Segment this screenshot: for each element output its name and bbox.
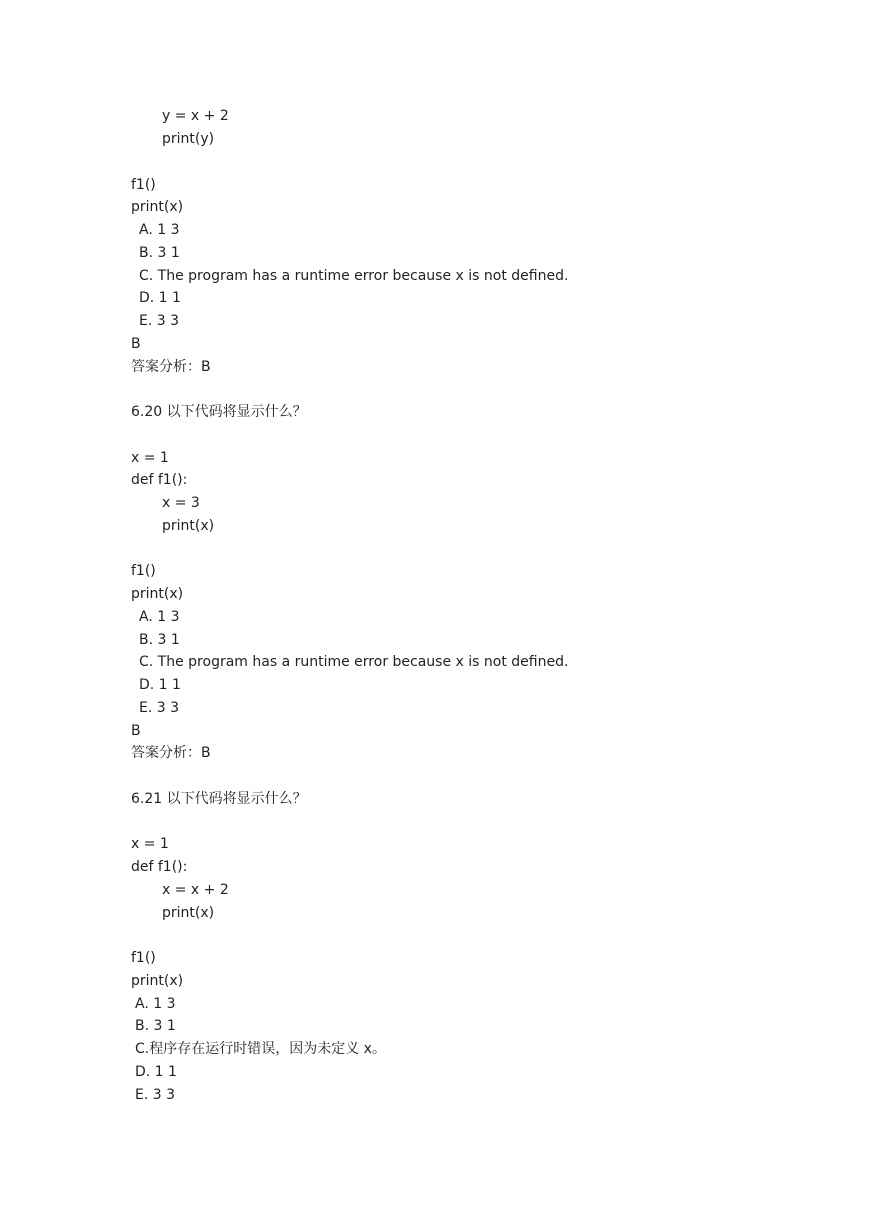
code-line: print(x) [131,586,184,602]
answer-analysis: 答案分析：B [131,359,211,375]
option-b: B. 3 1 [139,632,180,648]
option-a: A. 1 3 [139,609,180,625]
option-c: C.程序存在运行时错误，因为未定义 x。 [135,1041,386,1057]
answer: B [131,723,141,739]
code-line: x = 1 [131,836,169,852]
code-line: print(x) [162,518,215,534]
code-line: x = x + 2 [162,882,229,898]
code-line: print(x) [131,973,184,989]
code-line: x = 3 [162,495,200,511]
code-line: x = 1 [131,450,169,466]
code-line: f1() [131,563,156,579]
option-b: B. 3 1 [139,245,180,261]
option-d: D. 1 1 [139,677,181,693]
code-line: f1() [131,177,156,193]
question-title: 6.21 以下代码将显示什么？ [131,791,307,807]
code-line: print(y) [162,131,215,147]
option-d: D. 1 1 [135,1064,177,1080]
option-c: C. The program has a runtime error because x is not defined. [139,268,569,284]
code-line: f1() [131,950,156,966]
answer: B [131,336,141,352]
option-a: A. 1 3 [139,222,180,238]
code-line: def f1(): [131,472,188,488]
answer-analysis: 答案分析：B [131,745,211,761]
option-b: B. 3 1 [135,1018,176,1034]
option-e: E. 3 3 [139,700,180,716]
code-line: print(x) [162,905,215,921]
code-line: print(x) [131,199,184,215]
code-line: def f1(): [131,859,188,875]
question-title: 6.20 以下代码将显示什么？ [131,404,307,420]
option-e: E. 3 3 [135,1087,176,1103]
option-c: C. The program has a runtime error because x is not defined. [139,654,569,670]
option-a: A. 1 3 [135,996,176,1012]
option-d: D. 1 1 [139,290,181,306]
code-line: y = x + 2 [162,108,229,124]
option-e: E. 3 3 [139,313,180,329]
